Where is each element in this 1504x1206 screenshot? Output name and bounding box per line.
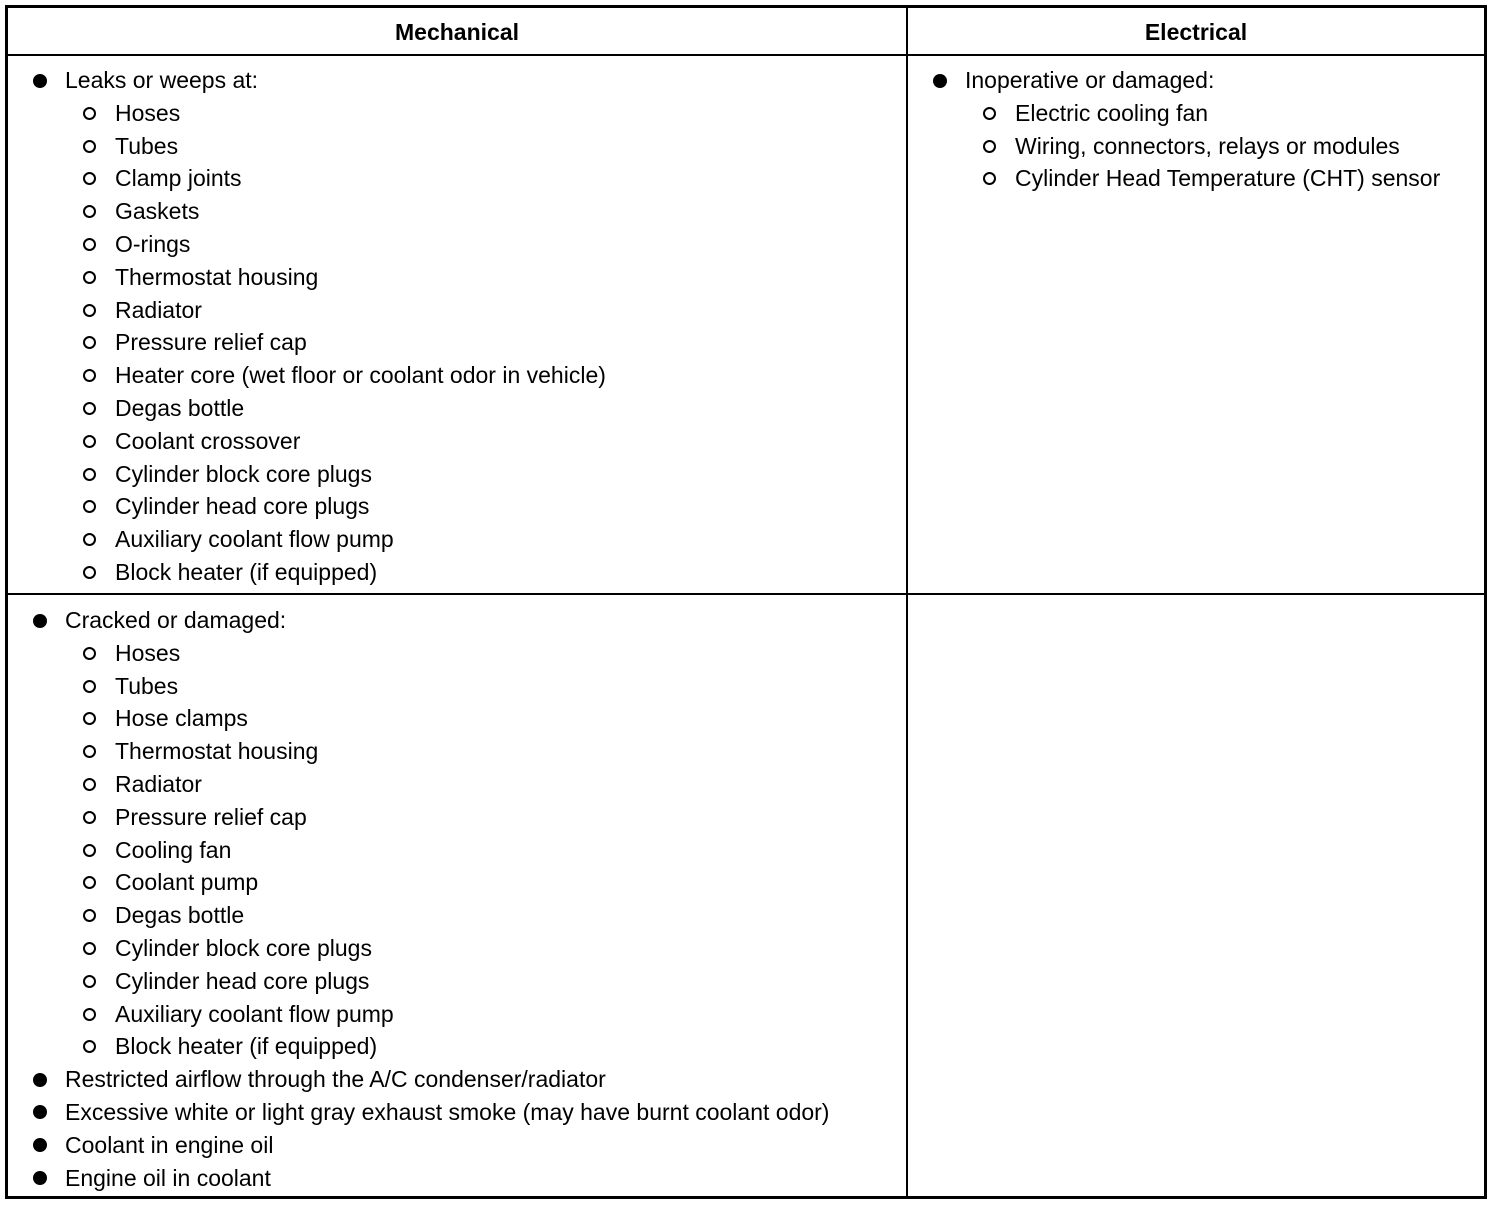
sub-bullet-item — [8, 965, 906, 998]
sub-bullet-text: O-rings — [115, 230, 191, 257]
circle-bullet-icon — [83, 205, 96, 218]
bullet-item — [8, 1096, 906, 1129]
sub-bullet-item — [8, 490, 906, 523]
sub-bullet-item — [8, 294, 906, 327]
sub-bullet-text: Pressure relief cap — [115, 803, 307, 830]
bullet-text: Restricted airflow through the A/C condenser/radiator — [65, 1066, 606, 1093]
circle-bullet-icon — [83, 336, 96, 349]
circle-bullet-icon — [983, 140, 996, 153]
sub-bullet-item — [8, 834, 906, 867]
sub-bullet-item — [8, 801, 906, 834]
sub-bullet-item — [8, 866, 906, 899]
sub-bullet-text: Hoses — [115, 99, 181, 126]
sub-bullet-text: Wiring, connectors, relays or modules — [1015, 132, 1400, 159]
sub-bullet-item — [8, 998, 906, 1031]
circle-bullet-icon — [83, 369, 96, 382]
sub-bullet-text: Heater core (wet floor or coolant odor in vehicle) — [115, 362, 606, 389]
sub-bullet-text: Cylinder head core plugs — [115, 493, 370, 520]
sub-bullet-text: Degas bottle — [115, 902, 245, 929]
circle-bullet-icon — [83, 140, 96, 153]
sub-bullet-item — [8, 228, 906, 261]
circle-bullet-icon — [83, 942, 96, 955]
circle-bullet-icon — [83, 304, 96, 317]
bullet-dot-icon — [33, 1105, 47, 1119]
bullet-text: Engine oil in coolant — [65, 1164, 271, 1191]
sub-bullet-text: Clamp joints — [115, 165, 242, 192]
bullet-dot-icon — [33, 1171, 47, 1185]
sub-bullet-item — [908, 162, 1484, 195]
sub-bullet-text: Radiator — [115, 770, 202, 797]
circle-bullet-icon — [83, 778, 96, 791]
sub-bullet-text: Gaskets — [115, 198, 200, 225]
bullet-item — [8, 1162, 906, 1195]
sub-bullet-item — [8, 195, 906, 228]
sub-bullet-item — [8, 425, 906, 458]
sub-bullet-item — [8, 556, 906, 589]
sub-bullet-item — [8, 359, 906, 392]
circle-bullet-icon — [83, 745, 96, 758]
bullet-text: Leaks or weeps at: — [65, 67, 259, 93]
sub-bullet-text: Block heater (if equipped) — [115, 1033, 378, 1060]
sub-bullet-text: Auxiliary coolant flow pump — [115, 526, 394, 553]
sub-bullet-item — [8, 899, 906, 932]
sub-bullet-item — [8, 130, 906, 163]
bullet-item — [8, 604, 906, 637]
bullet-item — [908, 64, 1484, 97]
sub-bullet-item — [908, 97, 1484, 130]
sub-bullet-item — [8, 637, 906, 670]
sub-bullet-item — [8, 702, 906, 735]
sub-bullet-text: Thermostat housing — [115, 738, 319, 765]
sub-bullet-item — [908, 130, 1484, 163]
circle-bullet-icon — [83, 172, 96, 185]
sub-bullet-item — [8, 261, 906, 294]
sub-bullet-text: Coolant crossover — [115, 427, 301, 454]
sub-bullet-item — [8, 326, 906, 359]
sub-bullet-text: Cylinder block core plugs — [115, 934, 372, 961]
sub-bullet-text: Hoses — [115, 639, 181, 666]
sub-bullet-text: Pressure relief cap — [115, 329, 307, 356]
bullet-item — [8, 64, 906, 97]
bullet-item — [8, 1063, 906, 1096]
cell-row2-mechanical — [8, 604, 906, 1194]
sub-bullet-text: Auxiliary coolant flow pump — [115, 1000, 394, 1027]
sub-bullet-item — [8, 1030, 906, 1063]
bullet-dot-icon — [33, 74, 47, 88]
sub-bullet-text: Cylinder Head Temperature (CHT) sensor — [1015, 165, 1441, 192]
sub-bullet-text: Thermostat housing — [115, 263, 319, 290]
sub-bullet-text: Block heater (if equipped) — [115, 558, 378, 585]
bullet-dot-icon — [33, 1138, 47, 1152]
circle-bullet-icon — [83, 909, 96, 922]
sub-bullet-text: Cylinder block core plugs — [115, 460, 372, 487]
sub-bullet-item — [8, 523, 906, 556]
circle-bullet-icon — [83, 647, 96, 660]
circle-bullet-icon — [83, 1040, 96, 1053]
circle-bullet-icon — [983, 172, 996, 185]
bullet-text: Cracked or damaged: — [65, 607, 287, 633]
sub-bullet-text: Electric cooling fan — [1015, 99, 1209, 126]
header-mechanical: Mechanical — [395, 19, 519, 45]
circle-bullet-icon — [83, 876, 96, 889]
bullet-text: Inoperative or damaged: — [965, 67, 1215, 93]
sub-bullet-text: Hose clamps — [115, 705, 248, 732]
sub-bullet-item — [8, 458, 906, 491]
sub-bullet-text: Tubes — [115, 672, 179, 699]
circle-bullet-icon — [83, 811, 96, 824]
cell-row1-mechanical — [8, 64, 906, 589]
sub-bullet-item — [8, 735, 906, 768]
sub-bullet-text: Coolant pump — [115, 869, 259, 896]
sub-bullet-item — [8, 392, 906, 425]
bullet-dot-icon — [33, 1073, 47, 1087]
circle-bullet-icon — [83, 271, 96, 284]
circle-bullet-icon — [83, 680, 96, 693]
sub-bullet-item — [8, 768, 906, 801]
sub-bullet-text: Radiator — [115, 296, 202, 323]
circle-bullet-icon — [83, 712, 96, 725]
cell-row1-electrical — [908, 64, 1484, 195]
bullet-text: Coolant in engine oil — [65, 1131, 274, 1158]
sub-bullet-text: Cooling fan — [115, 836, 232, 863]
circle-bullet-icon — [83, 500, 96, 513]
circle-bullet-icon — [83, 566, 96, 579]
bullet-text: Excessive white or light gray exhaust smoke (may have burnt coolant odor) — [65, 1098, 830, 1125]
circle-bullet-icon — [83, 238, 96, 251]
row-divider — [8, 593, 1484, 595]
circle-bullet-icon — [83, 435, 96, 448]
circle-bullet-icon — [83, 402, 96, 415]
circle-bullet-icon — [83, 844, 96, 857]
sub-bullet-item — [8, 162, 906, 195]
sub-bullet-item — [8, 932, 906, 965]
sub-bullet-item — [8, 670, 906, 703]
diagnostic-table — [5, 5, 1487, 1199]
circle-bullet-icon — [83, 533, 96, 546]
circle-bullet-icon — [983, 107, 996, 120]
circle-bullet-icon — [83, 468, 96, 481]
sub-bullet-text: Degas bottle — [115, 394, 245, 421]
circle-bullet-icon — [83, 1008, 96, 1021]
bullet-item — [8, 1129, 906, 1162]
header-electrical: Electrical — [1144, 19, 1248, 45]
sub-bullet-text: Cylinder head core plugs — [115, 967, 370, 994]
sub-bullet-text: Tubes — [115, 132, 179, 159]
bullet-dot-icon — [33, 614, 47, 628]
circle-bullet-icon — [83, 975, 96, 988]
circle-bullet-icon — [83, 107, 96, 120]
bullet-dot-icon — [933, 74, 947, 88]
sub-bullet-item — [8, 97, 906, 130]
